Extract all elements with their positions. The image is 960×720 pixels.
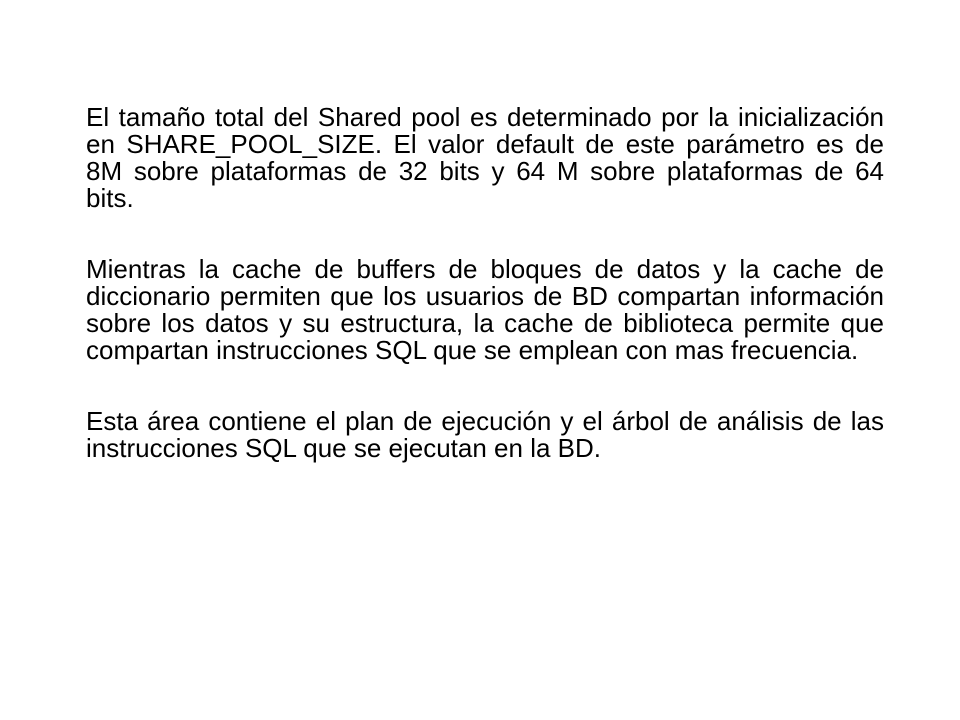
paragraph-shared-pool-size: El tamaño total del Shared pool es determinado por la inicialización en SHARE_POOL_SIZE. El valor default de este parámetro es de 8M sobre plataformas de 32 bits y 64 M sobre plataformas de 64 bits. bbox=[86, 102, 884, 213]
paragraph-library-cache: Mientras la cache de buffers de bloques de datos y la cache de diccionario permiten que los usuarios de BD compartan información sobre los datos y su estructura, la cache de biblioteca permite que compartan instrucciones SQL que se emplean con mas frecuencia. bbox=[86, 254, 884, 365]
paragraph-execution-plan: Esta área contiene el plan de ejecución y el árbol de análisis de las instrucciones SQL que se ejecutan en la BD. bbox=[86, 406, 884, 463]
slide-body bbox=[86, 104, 884, 462]
